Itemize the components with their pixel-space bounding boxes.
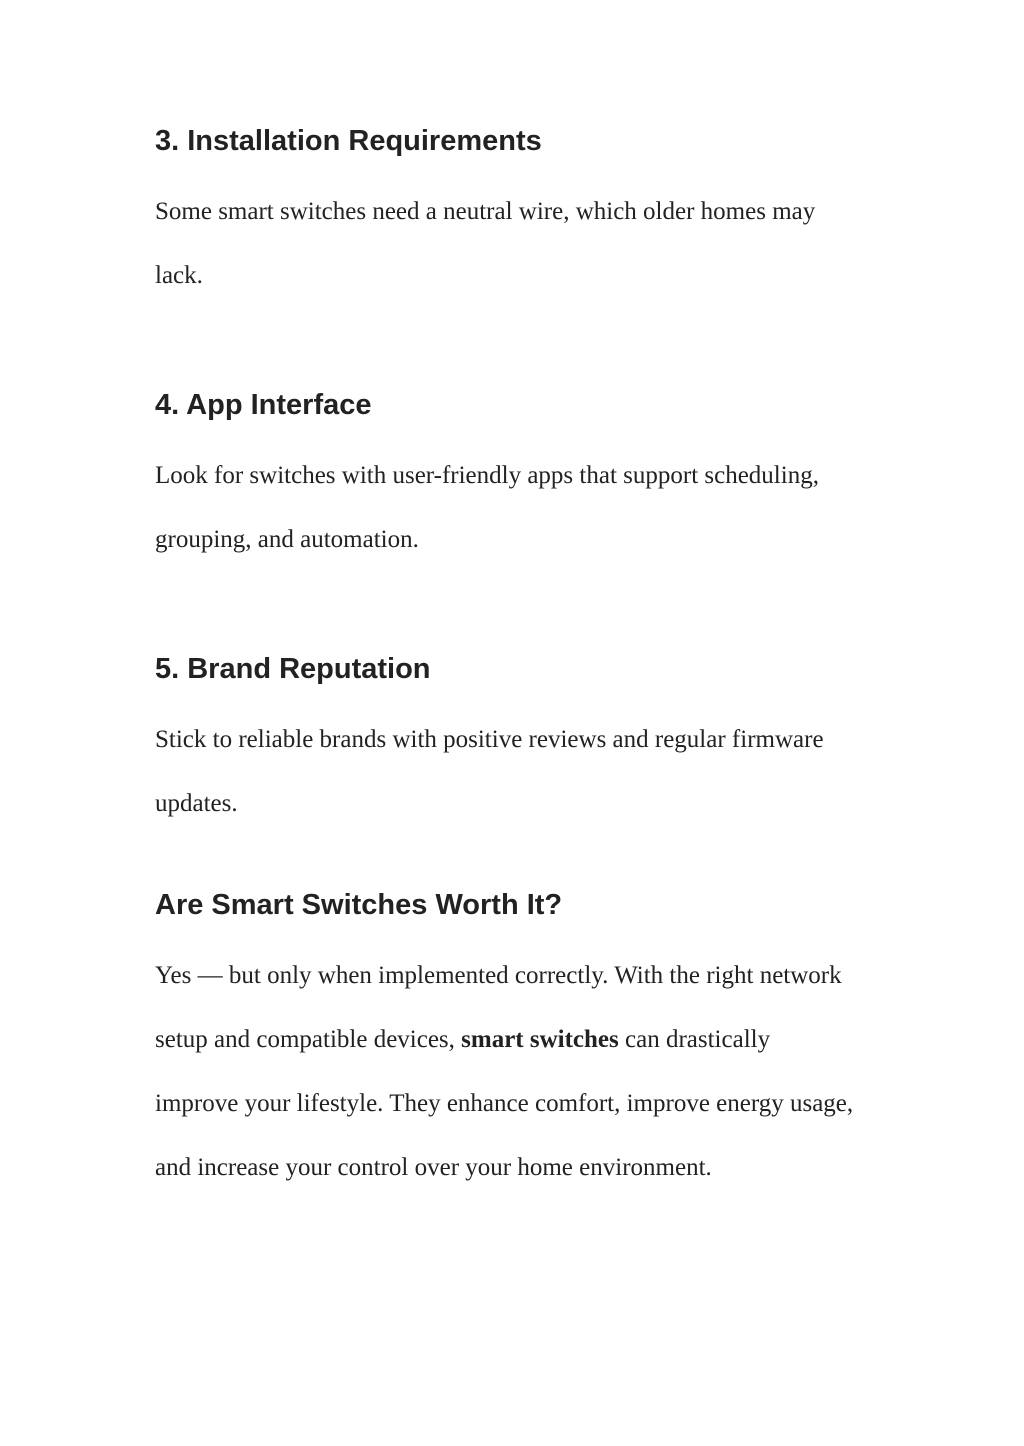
- paragraph-text-after: can drastically improve your lifestyle. They enhance comfort, improve energy usage, and increase your control over your home environment.: [155, 1026, 854, 1181]
- section-heading: 3. Installation Requirements: [155, 125, 542, 157]
- bold-phrase-smart-switches: smart switches: [461, 1026, 619, 1053]
- paragraph-text-before: Yes — but only when implemented correctly. With the right network setup and compatible devices,: [155, 962, 842, 1053]
- section-paragraph: Look for switches with user-friendly apps that support scheduling, grouping, and automation.: [155, 462, 819, 553]
- section-installation-requirements: [155, 124, 855, 308]
- section-paragraph: Stick to reliable brands with positive reviews and regular firmware updates.: [155, 726, 824, 817]
- section-heading: 5. Brand Reputation: [155, 653, 431, 685]
- section-brand-reputation: [155, 652, 855, 836]
- section-paragraph: [155, 944, 855, 1200]
- section-heading: Are Smart Switches Worth It?: [155, 889, 563, 921]
- section-worth-it: [155, 888, 855, 1200]
- section-paragraph: Some smart switches need a neutral wire, which older homes may lack.: [155, 198, 816, 289]
- section-heading: 4. App Interface: [155, 389, 372, 421]
- section-app-interface: [155, 388, 855, 572]
